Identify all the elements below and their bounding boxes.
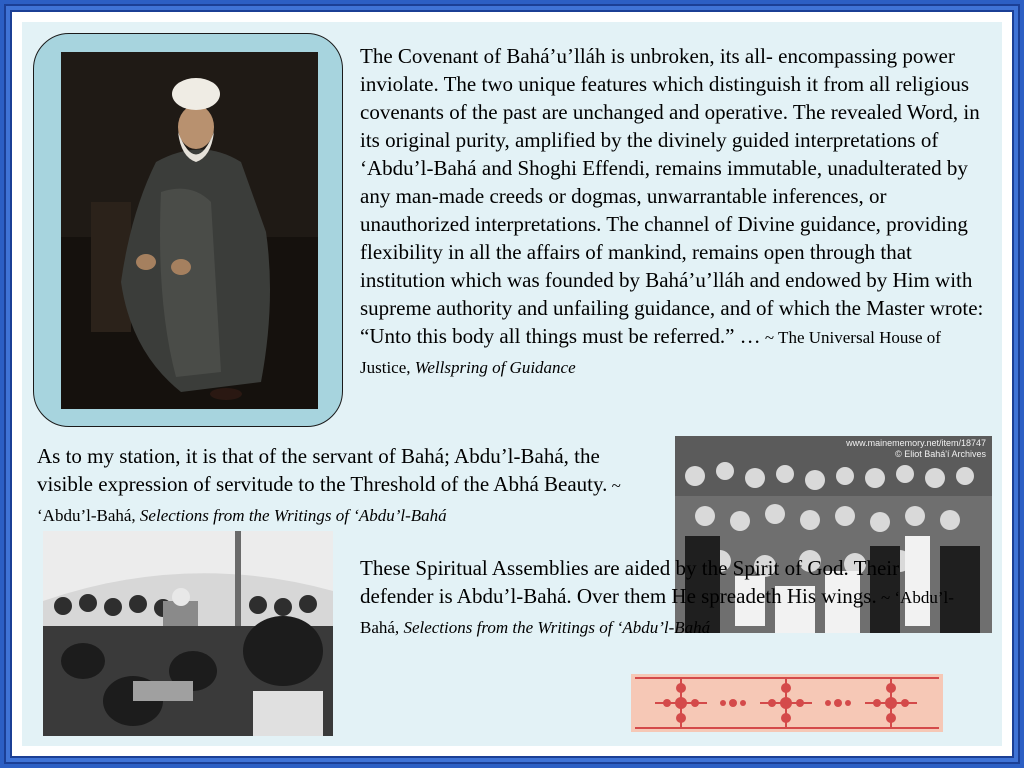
photo-watermark [846,438,986,460]
quote-assemblies-source: Selections from the Writings of ‘Abdu’l-Bahá [403,618,711,637]
quote-station [37,442,647,530]
watermark-line-1: www.mainememory.net/item/18747 [846,438,986,448]
ornament-strip [631,674,943,732]
quote-station-source: Selections from the Writings of ‘Abdu’l-Bahá [139,506,447,525]
quote-covenant-attribution: ~ The Universal House of Justice, [360,328,941,377]
quote-covenant-source: Wellspring of Guidance [414,358,576,377]
quote-station-body: As to my station, it is that of the servant of Bahá; Abdu’l-Bahá, the visible expression of servitude to the Threshold of the Abhá Beauty. [37,444,608,496]
tent-gathering-photo [43,531,333,736]
quote-assemblies-body: These Spiritual Assemblies are aided by the Spirit of God. Their defender is Abdu’l-Bahá. Over them He spreadeth His wings. [360,556,900,608]
quote-covenant [360,42,988,382]
quote-station-attribution: ~ ‘Abdu’l-Bahá, [37,476,621,525]
quote-covenant-body: The Covenant of Bahá’u’lláh is unbroken, its all- encompassing power inviolate. The two unique features which distinguish it from all religious covenants of the past are unchanged and operative. The revealed Word, in its original purity, amplified by the divinely guided interpretations of ‘Abdu’l-Bahá and Shoghi Effendi, remains immutable, unadulterated by any man-made creeds or dogmas, unwarrantable inferences, or unauthorized interpretations. The channel of Divine guidance, providing flexibility in all the affairs of mankind, remains open through that institution which was founded by Bahá’u’lláh and endowed by Him with supreme authority and unfailing guidance, and of which the Master wrote: “Unto this body all things must be referred.” … [360,44,984,348]
quote-assemblies-attribution: ~ ‘Abdu’l-Bahá, [360,588,954,637]
portrait-photo [61,52,318,409]
watermark-line-2: © Eliot Bahá'í Archives [895,449,986,459]
quote-assemblies [360,554,960,642]
